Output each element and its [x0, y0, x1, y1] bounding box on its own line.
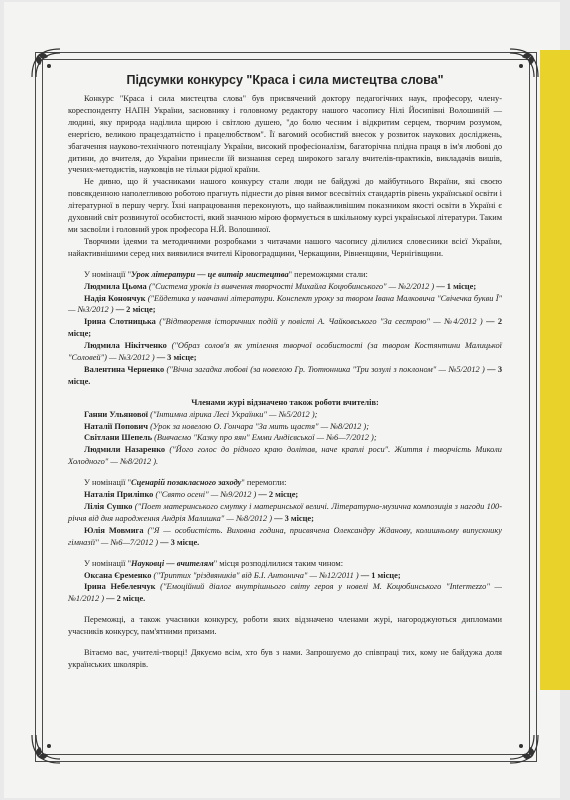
jury-item: Ганни Ульянової ("Інтимна лірика Лесі Українки" — №5/2012 ); — [84, 409, 318, 419]
nomination-3-intro: У номінації "Науковці — вчителям" місця розподілилися таким чином: — [84, 558, 344, 568]
jury-heading: Членами журі відзначено також роботи вчителів: — [191, 397, 379, 407]
nomination-3-winner: Оксана Єременко ("Триптих "різдвяників" від Б.І. Антонича" — №12/2011 ) — 1 місце; — [84, 570, 401, 580]
nomination-2-winner: Наталія Приліпко ("Свято осені" — №9/2012 ) — 2 місце; — [84, 490, 299, 500]
page-title: Підсумки конкурсу "Краса і сила мистецтва слова" — [126, 73, 444, 87]
nomination-1-name: Урок літератури — це витвір мистецтва — [131, 269, 289, 279]
nomination-2-intro: У номінації "Сценарій позакласного заходу" перемогли: — [84, 478, 287, 488]
ornament-corner-icon — [29, 732, 63, 766]
second-paragraph: Не дивно, що й учасниками нашого конкурсу стали люди не байдужі до майбутнього Вкраїни, які своєю повсякденною наполегливою роботою прагнуть піднести до рівня вимог всесвітніх стандартів рівень української освіти і літературної в першу чергу. Їхні напрацювання переконують, що найважливішим показником якості освіти в Україні є духовний світ розвинутої особистості, який значною мірою формується в шкільному курсі української літератури. Таким ми засвоїли і головний урок професора Н.Й. Волошиної. — [68, 177, 502, 234]
nomination-2-winner: Лілія Сушко ("Поет материнського смутку і материнської величі. Літературно-музична композиція з нагоди 100-річчя від дня народження Андрія Малишка" — №8/2012 ) — 3 місце; — [68, 502, 502, 523]
nomination-2-name: Сценарій позакласного заходу — [131, 478, 242, 488]
nomination-1-winner: Надія Конончук ("Ейдетика у навчанні літератури. Конспект уроку за твором Івана Малковича "Свічечка букви Ї" — №3/2012 ) — 2 місце; — [68, 293, 502, 315]
nomination-1-winner: Ірина Слотницька ("Відтворення історичних подій у повісті А. Чайковського "За сестрою" — №4/2012 ) — 2 місце; — [68, 317, 503, 339]
ornament-corner-icon — [29, 46, 63, 80]
nomination-3-name: Науковці — вчителям — [131, 558, 214, 568]
jury-item: Світлани Шепель (Вивчаємо "Казку про яян" Емми Андієвської — №6—7/2012 ); — [84, 433, 377, 443]
jury-item: Наталії Попович (Урок за новелою О. Гончара "За мить щастя" — №8/2012 ); — [84, 421, 369, 431]
intro-paragraph: Конкурс "Краса і сила мистецтва слова" був присвячений доктору педагогічних наук, професору, члену-кореспонденту НАПН України, засновнику і головному редактору нашого часопису Нілі Йосипівні Волошиній — людині, яку природа наділила щирою і світлою душею, "до болю чесним і відкритим серцем, творчим розумом, енергією, великою працездатністю і працелюбством". Її вагомий особистий внесок у розвиток наукових досліджень, збагачення науково-технічного потенціалу України, високий професіоналізм, багаторічна плідна праця в ім'я любові до дитини, до вчителя, до України принесли їй визнання серед широкого загалу вчителів-практиків, викладачів вишів, учених-методистів, науковців не тільки рідної країни. — [68, 94, 502, 175]
nomination-2-winner: Юлія Мовмига ("Я — особистість. Виховна година, присвячена Олександру Жданову, колишньому випускнику гімназії" — №6—7/2012 ) — 3 місце. — [68, 525, 502, 547]
ornament-corner-icon — [507, 46, 541, 80]
nomination-3-winner: Ірина Небеленчук ("Емоційний діалог внутрішнього світу героя у новелі М. Коцюбинського "Intermezzo" — №1/2012 ) — 2 місце. — [68, 582, 502, 604]
closing-paragraph: Вітаємо вас, учителі-творці! Дякуємо всім, хто був з нами. Запрошуємо до співпраці тих, кому не байдужа доля українських школярів. — [68, 648, 502, 669]
article-body — [68, 72, 502, 671]
awards-paragraph: Переможці, а також учасники конкурсу, роботи яких відзначено членами журі, нагороджуються дипломами учасників конкурсу, пам'ятними призами. — [68, 615, 502, 637]
ornament-corner-icon — [507, 732, 541, 766]
nomination-1-winner: Людмила Цьома ("Система уроків із вивчення творчості Михайла Коцюбинського" — №2/2012 ) — 1 місце; — [84, 281, 477, 291]
third-paragraph: Творчими ідеями та методичними розробками з читачами нашого часопису ділилися словесники всієї України, найактивнішими серед них виявилися вчителі Кіровоградщини, Черкащини, Рівненщини, Чернігівщини. — [68, 236, 502, 258]
nomination-1-intro: У номінації "Урок літератури — це витвір мистецтва" переможцями стали: — [84, 269, 368, 279]
jury-item: Людмили Назаренко ("Його голос до рідного краю долітав, наче краплі роси". Життя і творчість Миколи Холодного" — №8/2012 ). — [68, 445, 502, 467]
nomination-1-winner: Людмила Нікітченко ("Образ солов'я як утілення творчої особистості (за твором Костянтини Малицької "Соловей") — №3/2012 ) — 3 місце; — [68, 341, 503, 363]
nomination-1-winner: Валентина Черненко ("Вічна загадка любові (за новелою Гр. Тютюнника "Три зозулі з поклоном" — №5/2012 ) — 3 місце. — [68, 364, 503, 386]
yellow-side-strip — [540, 50, 570, 690]
